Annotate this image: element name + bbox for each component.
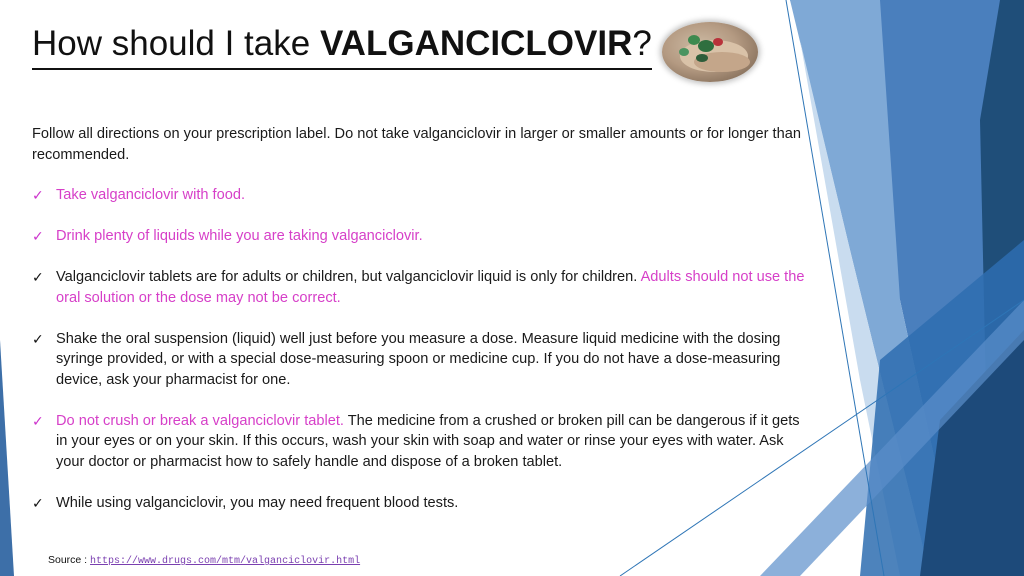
left-edge-shape xyxy=(0,340,14,576)
list-item xyxy=(32,493,812,514)
check-icon: ✓ xyxy=(32,187,44,203)
check-icon: ✓ xyxy=(32,269,44,285)
list-item xyxy=(32,267,812,308)
list-item-highlight: Drink plenty of liquids while you are taking valganciclovir. xyxy=(56,228,423,244)
list-item-text: Shake the oral suspension (liquid) well just before you measure a dose. Measure liquid medicine with the dosing syringe provided, or with a special dose-measuring spoon or medicine cup. If you do not have a dose-measuring device, ask your pharmacist for one. xyxy=(56,330,781,388)
source-label: Source : xyxy=(48,554,91,566)
instruction-list xyxy=(32,185,812,513)
title-drug-name: VALGANCICLOVIR xyxy=(319,24,633,63)
pills-in-hand-illustration xyxy=(662,22,758,82)
intro-paragraph: Follow all directions on your prescription label. Do not take valganciclovir in larger or smaller amounts or for longer than recommended. xyxy=(32,126,801,163)
check-icon: ✓ xyxy=(32,330,44,347)
list-item-highlight: Take valganciclovir with food. xyxy=(56,187,245,203)
source-link[interactable]: https://www.drugs.com/mtm/valganciclovir.html xyxy=(90,556,361,567)
list-item-highlight: Adults should not use the oral solution or the dose may not be correct. xyxy=(56,269,805,306)
source-citation xyxy=(48,554,360,567)
list-item-text: Valganciclovir tablets are for adults or children, but valganciclovir liquid is only for children. xyxy=(56,269,641,285)
page-title xyxy=(32,22,652,70)
list-item-highlight: Do not crush or break a valganciclovir tablet. xyxy=(56,412,344,429)
list-item xyxy=(32,411,812,473)
list-item-text: The medicine from a crushed or broken pill can be dangerous if it gets in your eyes or on your skin. If this occurs, wash your skin with soap and water or rinse your eyes with water. Ask your doctor or pharmacist how to safely handle and dispose of a broken tablet. xyxy=(56,412,800,470)
check-icon: ✓ xyxy=(32,494,44,511)
list-item xyxy=(32,185,812,206)
check-icon: ✓ xyxy=(32,228,44,244)
list-item-text: While using valganciclovir, you may need frequent blood tests. xyxy=(56,494,459,511)
title-prefix: How should I take xyxy=(32,24,320,63)
title-suffix: ? xyxy=(632,24,652,63)
pills-in-hand-image xyxy=(662,22,758,82)
check-icon: ✓ xyxy=(32,412,44,429)
list-item xyxy=(32,329,812,391)
list-item xyxy=(32,226,812,247)
content-body xyxy=(32,124,812,534)
